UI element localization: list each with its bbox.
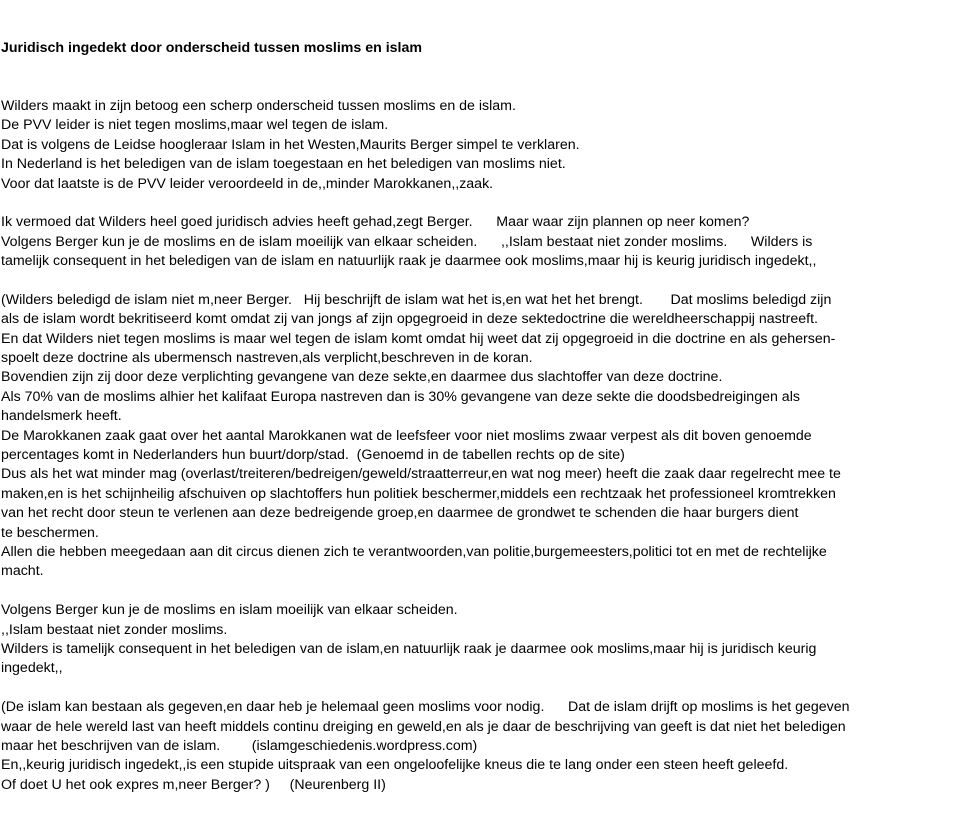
text-line: Allen die hebben meegedaan aan dit circus dienen zich te verantwoorden,van politie,burgemeesters,politici tot en met de rechtelijke [1, 544, 827, 560]
text-line: Of doet U het ook expres m,neer Berger? ) (Neurenberg II) [1, 776, 386, 793]
blank-line [1, 582, 955, 601]
text-line: Als 70% van de moslims alhier het kalifaat Europa nastreven dan is 30% gevangene van deze sekte die doodsbedreigingen als [1, 388, 800, 405]
paragraph-lines [1, 97, 955, 795]
text-line: macht. [1, 563, 44, 580]
text-line: tamelijk consequent in het beledigen van de islam en natuurlijk raak je daarmee ook moslims,maar hij is keurig juridisch ingedekt,, [1, 253, 817, 270]
text-line: waar de hele wereld last van heeft middels continu dreiging en geweld,en als je daar de beschrijving van geeft is dat niet het beledigen [1, 718, 846, 735]
text-line: Dat is volgens de Leidse hoogleraar Islam in het Westen,Maurits Berger simpel te verklaren. [1, 136, 580, 153]
text-line: percentages komt in Nederlanders hun buurt/dorp/stad. (Genoemd in de tabellen rechts op de site) [1, 447, 625, 464]
text-line: (Wilders beledigd de islam niet m,neer Berger. Hij beschrijft de islam wat het is,en wat het het brengt. Dat moslims beledigd zijn [1, 291, 832, 308]
text-line: De PVV leider is niet tegen moslims,maar wel tegen de islam. [1, 117, 389, 134]
text-line: (De islam kan bestaan als gegeven,en daar heb je helemaal geen moslims voor nodig. Dat de islam drijft op moslims is het gegeven [1, 699, 850, 716]
text-line: ,,Islam bestaat niet zonder moslims. [1, 621, 228, 638]
blank-line [1, 679, 955, 698]
text-line: Volgens Berger kun je de moslims en de islam moeilijk van elkaar scheiden. ,,Islam bestaat niet zonder moslims. Wilders is [1, 233, 813, 250]
blank-line [1, 272, 955, 291]
text-line: Wilders maakt in zijn betoog een scherp onderscheid tussen moslims en de islam. [1, 98, 516, 115]
text-line: maar het beschrijven van de islam. (islamgeschiedenis.wordpress.com) [1, 737, 478, 754]
text-line: Bovendien zijn zij door deze verplichting gevangene van deze sekte,en daarmee dus slachtoffer van deze doctrine. [1, 369, 723, 386]
text-line: van het recht door steun te verlenen aan deze bedreigende groep,en daarmee de grondwet te schenden die haar burgers dient [1, 505, 799, 522]
text-line: als de islam wordt bekritiseerd komt omdat zij van jongs af zijn opgegroeid in deze sektedoctrine die wereldheerschappij nastreeft. [1, 311, 819, 328]
text-line: Dus als het wat minder mag (overlast/treiteren/bedreigen/geweld/straatterreur,en wat nog meer) heeft die zaak daar regelrecht mee te [1, 466, 841, 483]
text-line: En,,keurig juridisch ingedekt,,is een stupide uitspraak van een ongeloofelijke kneus die te lang onder een steen heeft geleefd. [1, 757, 789, 774]
text-line: ingedekt,, [1, 660, 63, 677]
text-line: De Marokkanen zaak gaat over het aantal Marokkanen wat de leefsfeer voor niet moslims zwaar verpest als dit boven genoemde [1, 427, 812, 444]
text-line: En dat Wilders niet tegen moslims is maar wel tegen de islam komt omdat hij weet dat zij opgegroeid in die doctrine en als gehersen- [1, 330, 836, 347]
text-line: Ik vermoed dat Wilders heel goed juridisch advies heeft gehad,zegt Berger. Maar waar zijn plannen op neer komen? [1, 214, 750, 231]
blank-line [1, 194, 955, 213]
text-line: maken,en is het schijnheilig afschuiven op slachtoffers hun politiek beschermer,middels een rechtzaak het professioneel kromtrekken [1, 485, 836, 502]
text-line: handelsmerk heeft. [1, 408, 122, 425]
text-line: In Nederland is het beledigen van de islam toegestaan en het beledigen van moslims niet. [1, 156, 566, 173]
page-title: Juridisch ingedekt door onderscheid tussen moslims en islam [1, 39, 423, 56]
text-line: te beschermen. [1, 524, 99, 541]
text-line: Voor dat laatste is de PVV leider veroordeeld in de,,minder Marokkanen,,zaak. [1, 175, 494, 192]
document-body [1, 0, 955, 814]
text-line: Volgens Berger kun je de moslims en islam moeilijk van elkaar scheiden. [1, 602, 458, 619]
text-line: spoelt deze doctrine als ubermensch nastreven,als verplicht,beschreven in de koran. [1, 350, 533, 367]
text-line: Wilders is tamelijk consequent in het beledigen van de islam,en natuurlijk raak je daarmee ook moslims,maar hij is juridisch keurig [1, 640, 817, 657]
